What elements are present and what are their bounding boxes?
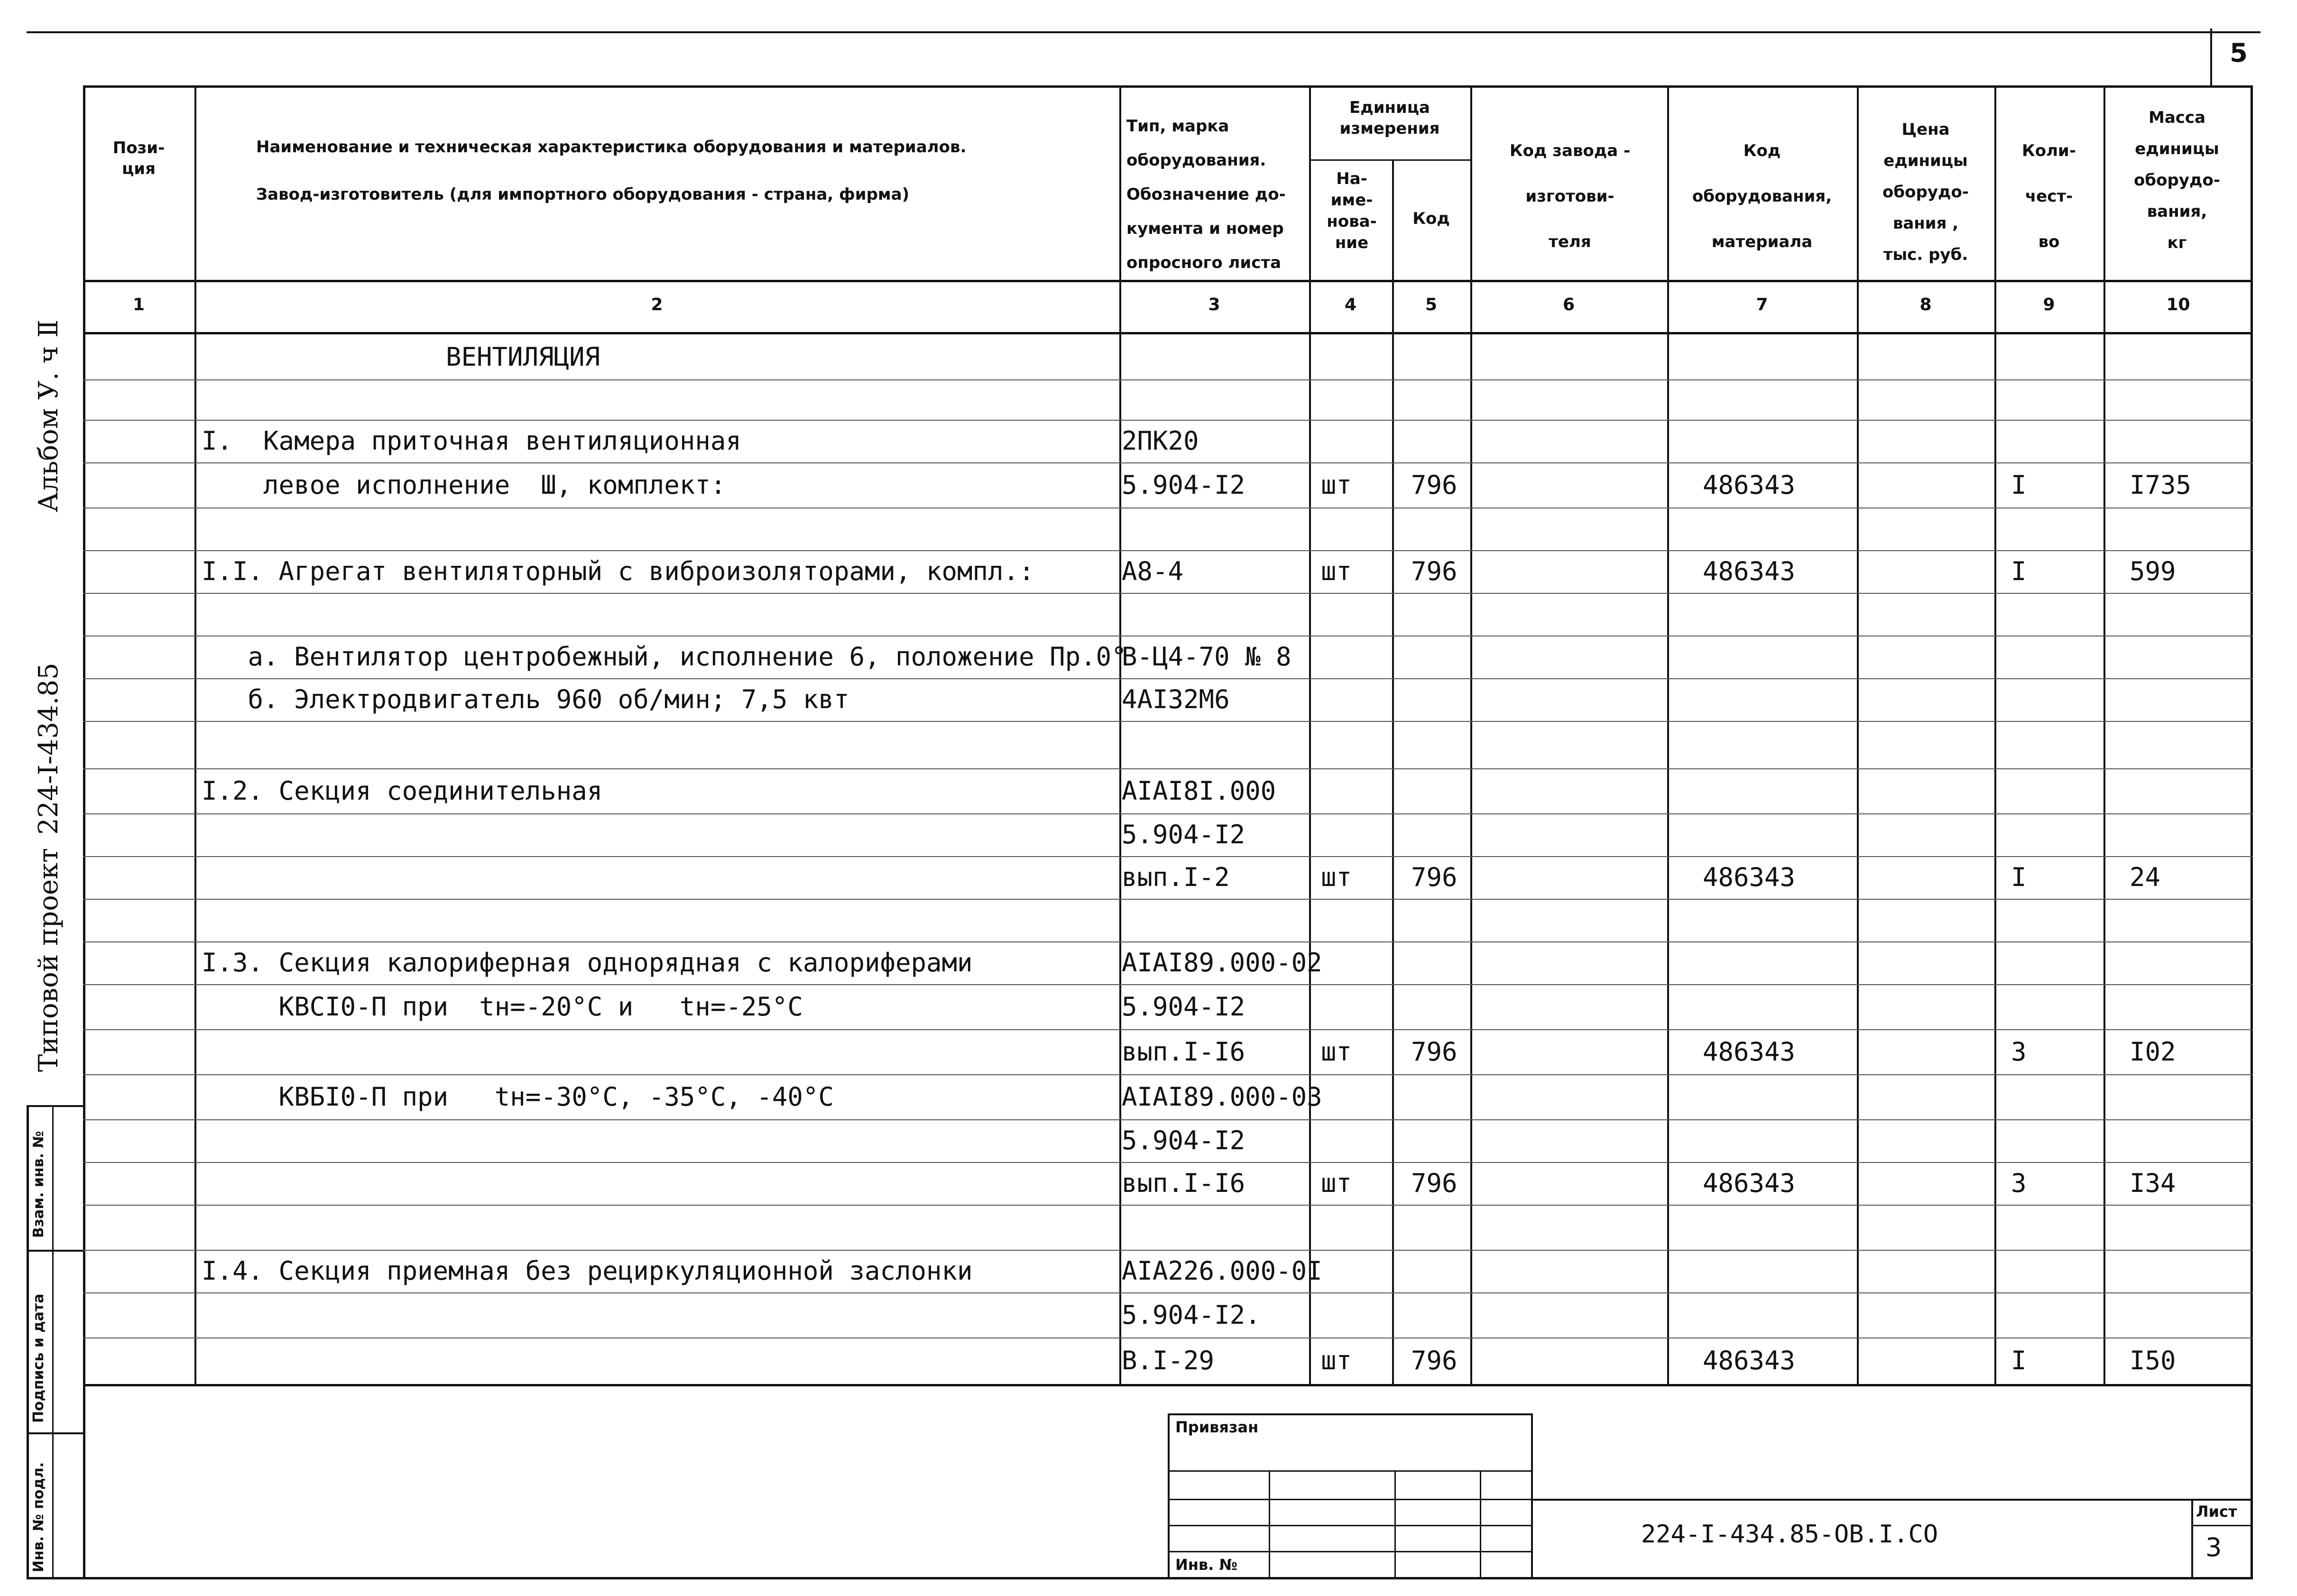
- header-quantity: Коли- чест- во: [2022, 141, 2076, 251]
- sheet-number: 3: [2205, 1532, 2222, 1562]
- header-equipment-code: Код оборудования, материала: [1692, 141, 1832, 251]
- column-number: 10: [2166, 295, 2190, 314]
- side-project-code: 224-I-434.85: [33, 663, 64, 835]
- item-unit-code: 796: [1411, 556, 1458, 586]
- item-type: АIАI8I.000: [1122, 775, 1276, 806]
- item-unit: шт: [1321, 1168, 1352, 1198]
- item-name: КВБI0-П при tн=-30°С, -35°С, -40°С: [202, 1081, 834, 1112]
- side-signature-date: Подпись и дата: [30, 1293, 47, 1423]
- item-mass: I735: [2130, 470, 2192, 500]
- header-unit-name: На- име- нова- ние: [1327, 169, 1377, 252]
- column-number: 8: [1919, 295, 1932, 314]
- item-unit-code: 796: [1411, 1168, 1458, 1198]
- item-type: 5.904-I2: [1122, 991, 1245, 1022]
- column-number: 3: [1208, 295, 1220, 314]
- header-unit-code: Код: [1412, 209, 1450, 228]
- item-type: АIА226.000-0I: [1122, 1256, 1322, 1286]
- item-name: I.I. Агрегат вентиляторный с виброизоляторами, компл.:: [202, 556, 1034, 586]
- item-name: I.2. Секция соединительная: [202, 775, 603, 806]
- item-mass: I50: [2130, 1346, 2176, 1375]
- item-type: В-Ц4-70 № 8: [1122, 642, 1291, 672]
- item-unit: шт: [1321, 862, 1352, 892]
- item-quantity: 3: [2011, 1036, 2027, 1067]
- header-unit: Единица измерения: [1339, 98, 1440, 138]
- item-equipment-code: 486343: [1703, 470, 1796, 500]
- item-type: 5.904-I2: [1122, 1126, 1245, 1155]
- item-name: КВСI0-П при tн=-20°С и tн=-25°С: [202, 991, 803, 1022]
- item-name: левое исполнение Ш, комплект:: [202, 470, 726, 500]
- column-number: 9: [2043, 295, 2055, 314]
- item-unit: шт: [1321, 1036, 1352, 1067]
- item-quantity: I: [2011, 1346, 2027, 1375]
- item-type: 4АI32М6: [1122, 684, 1230, 714]
- item-quantity: I: [2011, 470, 2027, 500]
- item-name: б. Электродвигатель 960 об/мин; 7,5 квт: [202, 684, 849, 714]
- item-equipment-code: 486343: [1703, 862, 1796, 892]
- side-vzam-inv: Взам. инв. №: [30, 1131, 47, 1238]
- item-unit-code: 796: [1411, 1036, 1458, 1067]
- item-mass: 24: [2130, 862, 2161, 892]
- item-quantity: I: [2011, 556, 2027, 586]
- item-type: 5.904-I2: [1122, 820, 1245, 849]
- column-number: 7: [1756, 295, 1768, 314]
- bound-label: Привязан: [1175, 1418, 1259, 1436]
- column-number: 5: [1425, 295, 1438, 314]
- header-plant-code: Код завода - изготови- теля: [1509, 141, 1631, 251]
- item-name: ВЕНТИЛЯЦИЯ: [446, 341, 600, 372]
- column-number: 4: [1344, 295, 1357, 314]
- item-mass: I34: [2130, 1168, 2176, 1198]
- item-equipment-code: 486343: [1703, 1036, 1796, 1067]
- item-type: 5.904-I2: [1122, 470, 1245, 500]
- item-type: В.I-29: [1122, 1346, 1215, 1375]
- item-equipment-code: 486343: [1703, 1168, 1796, 1198]
- column-number: 6: [1562, 295, 1575, 314]
- item-name: I. Камера приточная вентиляционная: [202, 426, 741, 456]
- item-name: I.3. Секция калориферная однорядная с калориферами: [202, 948, 973, 978]
- column-number: 1: [132, 295, 145, 314]
- item-mass: 599: [2130, 556, 2176, 586]
- item-unit: шт: [1321, 556, 1352, 586]
- item-unit-code: 796: [1411, 862, 1458, 892]
- page-number: 5: [2230, 38, 2248, 68]
- item-unit-code: 796: [1411, 1346, 1458, 1375]
- sheet-label: Лист: [2196, 1503, 2237, 1521]
- item-type: АIАI89.000-03: [1122, 1081, 1322, 1112]
- item-equipment-code: 486343: [1703, 556, 1796, 586]
- document-code: 224-I-434.85-ОВ.I.СО: [1641, 1520, 1938, 1549]
- item-type: АIАI89.000-02: [1122, 948, 1322, 978]
- item-mass: I02: [2130, 1036, 2176, 1067]
- header-mass: Масса единицы оборудо- вания, кг: [2134, 108, 2220, 252]
- item-type: 5.904-I2.: [1122, 1300, 1261, 1330]
- column-number: 2: [651, 295, 663, 314]
- item-unit: шт: [1321, 470, 1352, 500]
- item-name: а. Вентилятор центробежный, исполнение 6, положение Пр.0°: [202, 642, 1127, 672]
- header-price: Цена единицы оборудо- вания , тыс. руб.: [1882, 120, 1969, 264]
- side-album: Альбом У. ч Ⅱ: [33, 319, 64, 512]
- item-type: 2ПК20: [1122, 426, 1199, 456]
- item-unit: шт: [1321, 1346, 1352, 1375]
- item-name: I.4. Секция приемная без рециркуляционной заслонки: [202, 1256, 973, 1286]
- header-position: Пози- ция: [112, 138, 165, 178]
- header-type: Тип, марка оборудования. Обозначение до- кумента и номер опросного листа: [1126, 117, 1286, 272]
- item-type: вып.I-I6: [1122, 1036, 1245, 1067]
- item-type: вып.I-2: [1122, 862, 1230, 892]
- item-equipment-code: 486343: [1703, 1346, 1796, 1375]
- header-name: Наименование и техническая характеристика оборудования и материалов. Завод-изготовитель (для импортного оборудования - страна, фирма): [256, 138, 967, 204]
- item-unit-code: 796: [1411, 470, 1458, 500]
- side-inv-podl: Инв. № подл.: [30, 1462, 47, 1572]
- item-type: А8-4: [1122, 556, 1184, 586]
- side-typical-project: Типовой проект: [33, 848, 64, 1072]
- item-quantity: I: [2011, 862, 2027, 892]
- inv-label: Инв. №: [1175, 1556, 1237, 1574]
- item-quantity: 3: [2011, 1168, 2027, 1198]
- item-type: вып.I-I6: [1122, 1168, 1245, 1198]
